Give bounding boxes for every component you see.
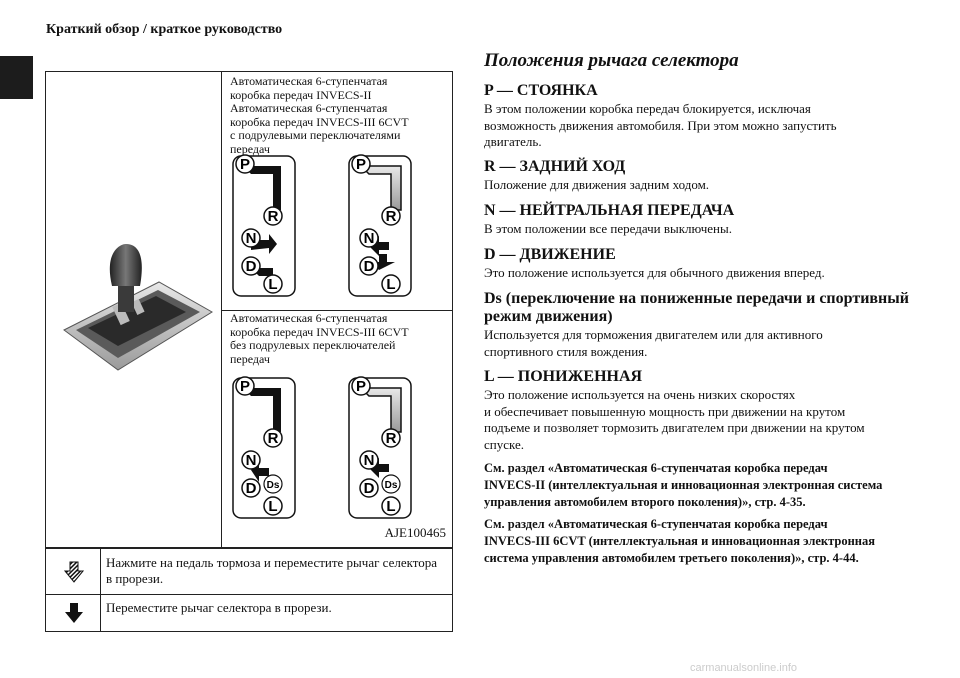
table-text-brake: Нажмите на педаль тормоза и переместите рычаг селектора в прорези. (106, 555, 438, 586)
caption-bottom: Автоматическая 6-ступенчатая коробка передач INVECS-III 6CVT без подрулевых переключателей передач (230, 311, 409, 366)
section-heading-d: D — ДВИЖЕНИЕ (484, 246, 616, 263)
legend-table (45, 548, 453, 632)
gear-label-n: N (363, 452, 375, 469)
gear-label-d: D (363, 258, 375, 275)
shift-pattern-bottom (229, 372, 454, 527)
gear-label-l: L (268, 276, 278, 293)
gear-label-r: R (267, 430, 279, 447)
gear-label-l: L (268, 498, 278, 515)
section-text-ds: Используется для торможения двигателем или для активного спортивного стиля вождения. (484, 327, 823, 359)
watermark: carmanualsonline.info (690, 662, 798, 674)
caption-top: Автоматическая 6-ступенчатая коробка передач INVECS-II Автоматическая 6-ступенчатая коробка передач INVECS-III 6CVT с подрулевыми переключателями передач (230, 74, 409, 156)
section-text-l: Это положение используется на очень низких скоростях и обеспечивает повышенную мощность при движении на крутом подъеме и позволяет тормозить двигателем при движении на крутом спуске. (484, 387, 865, 452)
gear-label-d: D (363, 480, 375, 497)
page-title: Положения рычага селектора (484, 50, 739, 71)
section-tab-marker (0, 56, 33, 99)
figure-code: AJE100465 (384, 525, 446, 540)
section-text-r: Положение для движения задним ходом. (484, 177, 710, 192)
gear-shifter-illustration (54, 242, 219, 382)
section-heading-ds: Ds (переключение на пониженные передачи и спортивный режим движения) (484, 290, 909, 325)
gear-label-r: R (385, 208, 397, 225)
cross-reference-invecs-ii[interactable]: См. раздел «Автоматическая 6-ступенчатая коробка передач INVECS-II (интеллектуальная и инновационная электронная система управления автомобилем второго поколения)», стр. 4-35. (484, 461, 883, 509)
table-row (46, 549, 452, 595)
shift-pattern-figure (45, 71, 453, 548)
section-heading-p: P — СТОЯНКА (484, 82, 598, 99)
gear-label-ds: Ds (384, 480, 398, 491)
gear-label-p: P (239, 156, 251, 173)
gear-label-p: P (355, 156, 367, 173)
page-header: Краткий обзор / краткое руководство (46, 22, 283, 37)
gear-label-ds: Ds (266, 480, 280, 491)
section-text-p: В этом положении коробка передач блокируется, исключая возможность движения автомобиля. При этом можно запустить двигатель. (484, 101, 837, 149)
striped-down-arrow-icon (64, 561, 84, 583)
gear-label-n: N (245, 452, 257, 469)
section-heading-l: L — ПОНИЖЕННАЯ (484, 368, 643, 385)
cross-reference-invecs-iii[interactable]: См. раздел «Автоматическая 6-ступенчатая коробка передач INVECS-III 6CVT (интеллектуальная и инновационная электронная система управления автомобилем третьего поколения)», стр. 4-44. (484, 517, 875, 565)
gear-label-n: N (363, 230, 375, 247)
gear-label-r: R (267, 208, 279, 225)
gear-label-d: D (245, 480, 257, 497)
gear-label-l: L (386, 276, 396, 293)
section-heading-r: R — ЗАДНИЙ ХОД (484, 158, 626, 175)
gear-label-p: P (239, 378, 251, 395)
gear-label-r: R (385, 430, 397, 447)
section-text-n: В этом положении все передачи выключены. (484, 221, 732, 236)
gear-label-l: L (386, 498, 396, 515)
solid-down-arrow-icon (64, 602, 84, 624)
section-heading-n: N — НЕЙТРАЛЬНАЯ ПЕРЕДАЧА (484, 202, 735, 219)
gear-label-p: P (355, 378, 367, 395)
table-row (46, 594, 452, 631)
gear-label-d: D (245, 258, 257, 275)
gear-label-n: N (245, 230, 257, 247)
shift-pattern-top (229, 150, 454, 305)
section-text-d: Это положение используется для обычного движения вперед. (484, 265, 825, 280)
table-text-move: Переместите рычаг селектора в прорези. (106, 600, 332, 615)
